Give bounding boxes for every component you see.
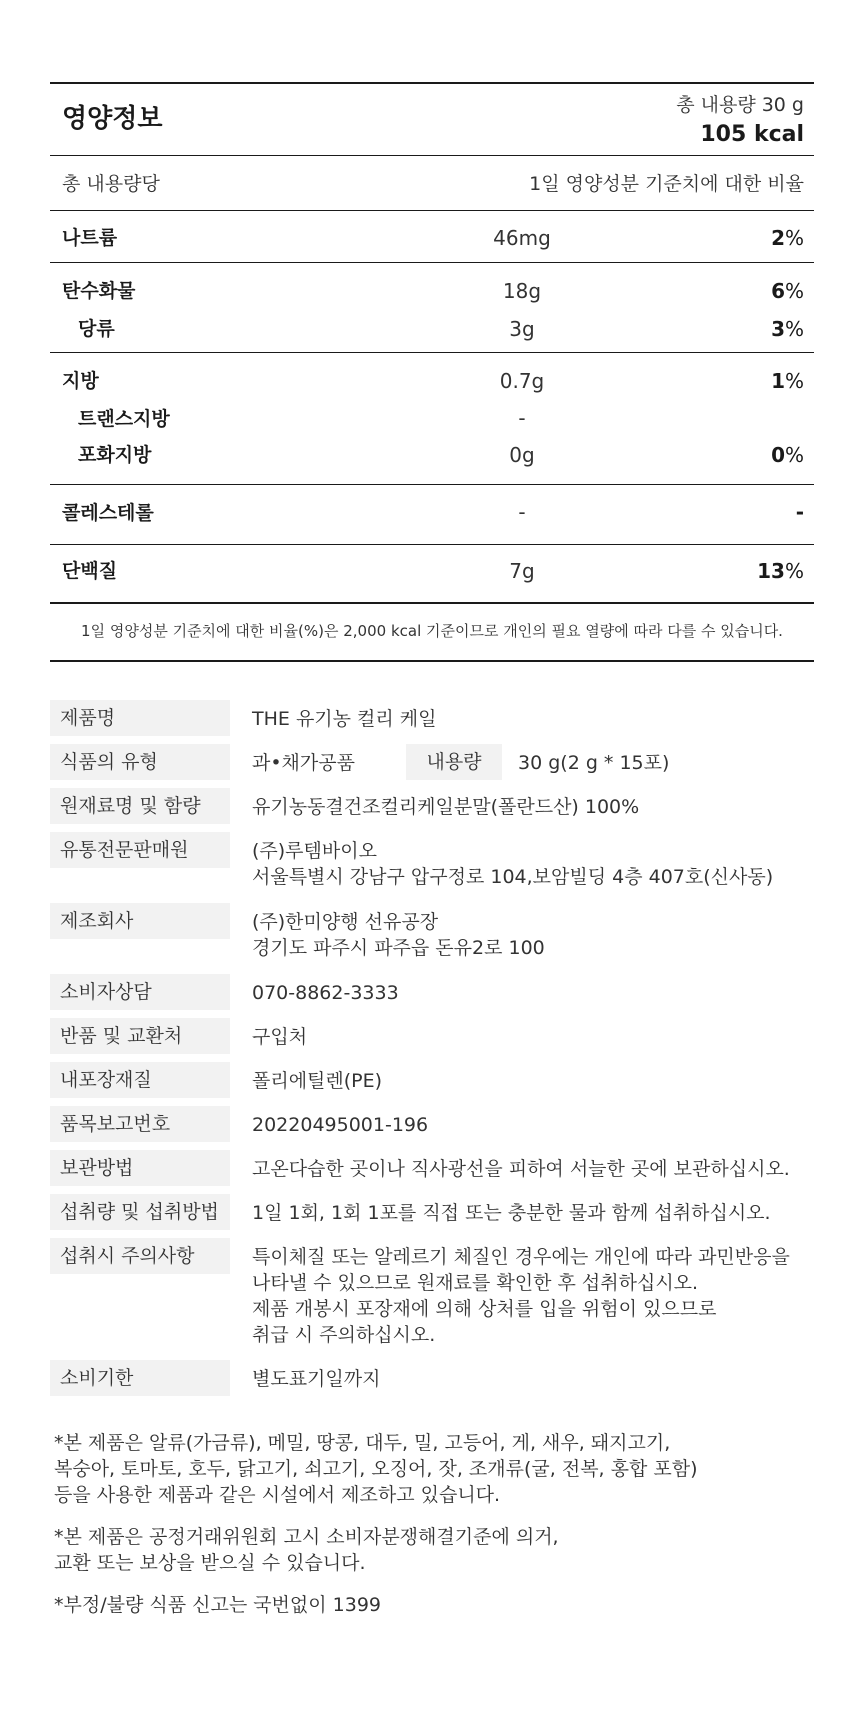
nutrient-amount: 3g [509, 317, 535, 341]
info-key: 유통전문판매원 [50, 832, 230, 868]
info-value: 30 g(2 g * 15포) [518, 752, 670, 774]
info-key: 제조회사 [50, 903, 230, 939]
nutrient-amount: - [518, 500, 526, 524]
nutrient-name: 당류 [78, 318, 115, 340]
allergy-and-notice-notes [54, 1430, 814, 1634]
nutrition-title: 영양정보 [62, 104, 163, 134]
nutrient-percent: 2% [771, 226, 804, 250]
info-value: 20220495001-196 [252, 1114, 429, 1136]
nutrient-name: 트랜스지방 [78, 408, 170, 430]
nutrient-name: 탄수화물 [62, 280, 136, 302]
per-amount-label: 총 내용량당 [62, 173, 160, 195]
nutrient-percent: 13% [757, 559, 804, 583]
divider [50, 544, 814, 545]
divider [50, 210, 814, 211]
divider [50, 155, 814, 156]
info-key: 품목보고번호 [50, 1106, 230, 1142]
nutrient-percent: 0% [771, 443, 804, 467]
info-key: 식품의 유형 [50, 744, 230, 780]
total-kcal: 105 kcal [700, 122, 804, 147]
info-value: (주)한미양행 선유공장 경기도 파주시 파주읍 돈유2로 100 [252, 911, 545, 959]
nutrient-amount: 46mg [493, 226, 551, 250]
nutrient-name: 단백질 [62, 560, 118, 582]
info-key: 제품명 [50, 700, 230, 736]
nutrient-amount: 18g [502, 279, 542, 303]
info-key: 원재료명 및 함량 [50, 788, 230, 824]
info-key: 내용량 [406, 744, 502, 780]
info-key: 내포장재질 [50, 1062, 230, 1098]
info-value: (주)루템바이오 서울특별시 강남구 압구정로 104,보암빌딩 4층 407호(신사동) [252, 840, 774, 888]
nutrient-name: 콜레스테롤 [62, 502, 154, 524]
nutrient-percent: 6% [771, 279, 804, 303]
info-value: THE 유기농 컬리 케일 [252, 708, 437, 730]
nutrient-amount: 0g [509, 443, 535, 467]
divider [50, 352, 814, 353]
info-key: 섭취시 주의사항 [50, 1238, 230, 1274]
info-value: 과•채가공품 [252, 752, 355, 774]
info-key: 섭취량 및 섭취방법 [50, 1194, 230, 1230]
report-notice: *부정/불량 식품 신고는 국번없이 1399 [54, 1594, 382, 1616]
nutrient-amount: 7g [509, 559, 535, 583]
divider [50, 484, 814, 485]
nutrient-name: 지방 [62, 370, 99, 392]
nutrition-footnote: 1일 영양성분 기준치에 대한 비율(%)은 2,000 kcal 기준이므로 개인의 필요 열량에 따라 다를 수 있습니다. [81, 622, 783, 640]
info-value: 특이체질 또는 알레르기 체질인 경우에는 개인에 따라 과민반응을 나타낼 수 있으므로 원재료를 확인한 후 섭취하십시오. 제품 개봉시 포장재에 의해 상처를 입을 위험이 있으므로 취급 시 주의하십시오. [252, 1246, 790, 1346]
info-value: 1일 1회, 1회 1포를 직접 또는 충분한 물과 함께 섭취하십시오. [252, 1202, 771, 1224]
nutrient-name: 나트륨 [62, 227, 118, 249]
info-value: 070-8862-3333 [252, 982, 399, 1004]
nutrient-amount: - [518, 406, 526, 430]
info-key: 소비자상담 [50, 974, 230, 1010]
info-value: 별도표기일까지 [252, 1368, 381, 1390]
total-amount: 총 내용량 30 g [676, 94, 804, 116]
info-value: 유기농동결건조컬리케일분말(폴란드산) 100% [252, 796, 640, 818]
nutrient-amount: 0.7g [499, 369, 545, 393]
info-key: 보관방법 [50, 1150, 230, 1186]
divider [50, 262, 814, 263]
nutrient-name: 포화지방 [78, 444, 152, 466]
exchange-notice: *본 제품은 공정거래위원회 고시 소비자분쟁해결기준에 의거, 교환 또는 보상을 받으실 수 있습니다. [54, 1526, 559, 1574]
daily-value-ratio-label: 1일 영양성분 기준치에 대한 비율 [529, 173, 804, 195]
divider [50, 82, 814, 84]
info-value: 구입처 [252, 1026, 308, 1048]
info-key: 반품 및 교환처 [50, 1018, 230, 1054]
divider [50, 660, 814, 662]
info-value: 폴리에틸렌(PE) [252, 1070, 383, 1092]
info-key: 소비기한 [50, 1360, 230, 1396]
nutrient-percent: 3% [771, 317, 804, 341]
nutrient-percent: 1% [771, 369, 804, 393]
allergy-notice: *본 제품은 알류(가금류), 메밀, 땅콩, 대두, 밀, 고등어, 게, 새우, 돼지고기, 복숭아, 토마토, 호두, 닭고기, 쇠고기, 오징어, 잣, 조개류(굴, 전복, 홍합 포함) 등을 사용한 제품과 같은 시설에서 제조하고 있습니다. [54, 1432, 698, 1506]
divider [50, 602, 814, 604]
nutrient-percent: - [795, 500, 804, 524]
info-value: 고온다습한 곳이나 직사광선을 피하여 서늘한 곳에 보관하십시오. [252, 1158, 790, 1180]
